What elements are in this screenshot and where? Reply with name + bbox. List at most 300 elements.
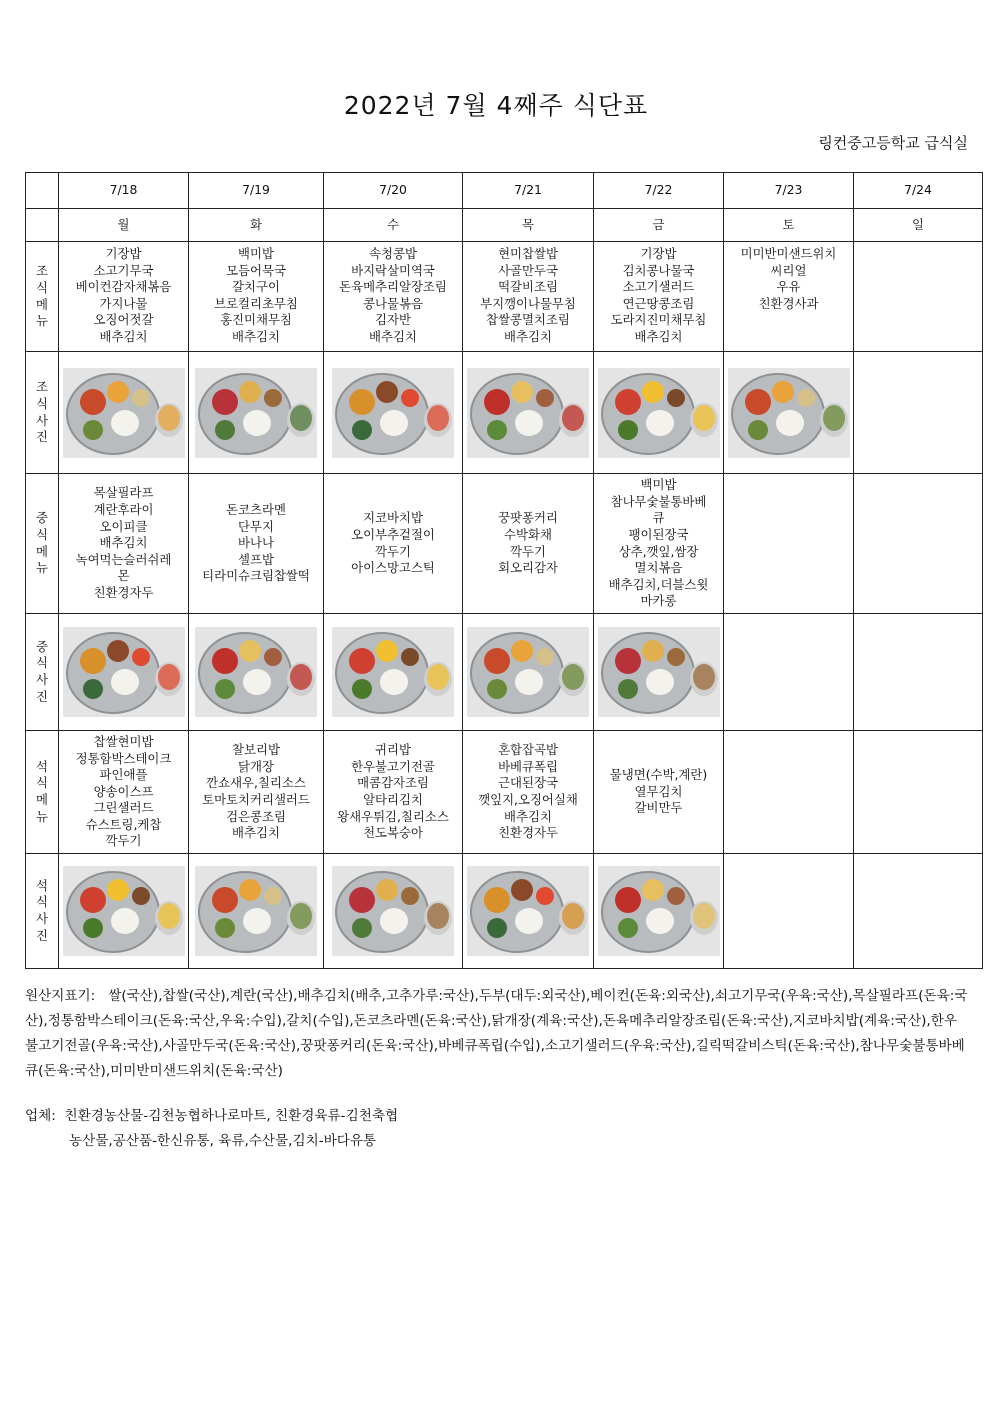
menu-item: 기장밥: [105, 246, 142, 261]
side-dish: [215, 420, 235, 440]
lunch-photo-cell: [324, 614, 463, 731]
side-dish: [615, 389, 641, 415]
row-label-char: 식: [36, 775, 48, 791]
food-photo-image: [598, 627, 720, 717]
menu-item: 배추김치: [634, 328, 683, 344]
row-label-char: 중: [36, 638, 48, 654]
lunch-menu-cell: [854, 474, 983, 614]
menu-item: 베이컨감자채볶음: [75, 279, 172, 295]
rice: [515, 669, 543, 695]
food-photo-image: [332, 368, 454, 458]
menu-item: 바베큐폭립: [498, 758, 558, 774]
side-dish: [376, 381, 398, 403]
row-label-char: 식: [36, 526, 48, 542]
food-photo-image: [467, 368, 589, 458]
menu-item: 바나나: [238, 535, 274, 551]
dinner-menu-row: [26, 731, 983, 854]
menu-item: 슈스트링,케찹: [85, 816, 162, 832]
menu-item: 김자반: [375, 312, 411, 328]
menu-item: 배추김치,더블스윗: [608, 576, 709, 592]
menu-item: 속청콩밥: [369, 246, 417, 261]
side-dish: [215, 679, 235, 699]
dinner-menu-cell: [324, 731, 463, 854]
rice: [515, 410, 543, 436]
side-dish: [239, 640, 261, 662]
lunch-photo-cell: [59, 614, 189, 731]
side-dish: [618, 420, 638, 440]
menu-item: 매콤감자조림: [357, 775, 429, 791]
food-photo: [195, 368, 317, 458]
lunch-menu-cell: [59, 474, 189, 614]
menu-item: 깐쇼새우,칠리소스: [206, 775, 306, 791]
menu-item: 씨리얼: [770, 262, 807, 278]
dinner-photo-row: [26, 854, 983, 969]
side-dish: [484, 648, 510, 674]
food-photo: [467, 866, 589, 956]
soup: [562, 405, 584, 431]
breakfast-menu-cell: [59, 242, 189, 352]
menu-item: 한우불고기전골: [351, 758, 435, 774]
origin-notes: [25, 984, 970, 1084]
menu-item: 친환경자두: [498, 825, 558, 841]
side-dish: [132, 389, 150, 407]
side-dish: [511, 640, 533, 662]
menu-item: 오이부추겉절이: [351, 526, 435, 542]
side-dish: [264, 648, 282, 666]
side-dish: [484, 887, 510, 913]
menu-item: 부지깽이나물무침: [480, 295, 576, 311]
dinner-photo-cell: [724, 854, 854, 969]
side-dish: [132, 648, 150, 666]
food-photo: [332, 368, 454, 458]
side-dish: [349, 648, 375, 674]
food-photo: [195, 627, 317, 717]
menu-item: 깻잎지,오징어실채: [478, 792, 578, 807]
day-cell: 일: [854, 209, 983, 242]
rice: [111, 908, 139, 934]
side-dish: [615, 887, 641, 913]
menu-item: 갈치구이: [232, 279, 280, 295]
food-photo-image: [728, 368, 850, 458]
food-photo-image: [598, 866, 720, 956]
dinner-photo-cell: [189, 854, 324, 969]
dinner-menu-cell: [724, 731, 854, 854]
rice: [776, 410, 804, 436]
soup: [823, 405, 845, 431]
menu-item: 양송이스프: [93, 783, 154, 799]
menu-item: 깍두기: [375, 543, 411, 559]
side-dish: [511, 879, 533, 901]
date-cell: 7/22: [594, 173, 724, 209]
menu-item: 모듬어묵국: [226, 262, 286, 278]
side-dish: [264, 887, 282, 905]
food-photo: [332, 627, 454, 717]
lunch-photo-row: [26, 614, 983, 731]
side-dish: [511, 381, 533, 403]
side-dish: [212, 887, 238, 913]
food-photo: [598, 627, 720, 717]
soup: [290, 664, 312, 690]
side-dish: [401, 648, 419, 666]
row-label-char: 사: [36, 412, 48, 428]
menu-item: 검은콩조림: [226, 808, 286, 824]
rice: [243, 908, 271, 934]
rice: [243, 410, 271, 436]
vendor-line-2: 농산물,공산품-한신유통, 육류,수산물,김치-바다유통: [69, 1133, 377, 1149]
menu-item: 현미찹쌀밥: [498, 246, 558, 261]
food-photo-image: [63, 627, 185, 717]
row-label-breakfast-menu: [26, 242, 59, 352]
row-label-breakfast-photo: [26, 352, 59, 474]
row-label-char: 석: [36, 877, 48, 893]
side-dish: [264, 389, 282, 407]
row-label-char: 메: [36, 543, 48, 559]
date-cell: 7/18: [59, 173, 189, 209]
row-label-lunch-menu: [26, 474, 59, 614]
dinner-menu-cell: [594, 731, 724, 854]
rice: [646, 410, 674, 436]
menu-item: 김치콩나물국: [622, 262, 695, 278]
menu-item: 아이스망고스틱: [351, 560, 435, 576]
menu-item: 수박화채: [504, 526, 552, 542]
day-cell: 토: [724, 209, 854, 242]
menu-item: 꿍팟퐁커리: [498, 510, 558, 526]
food-photo-image: [195, 368, 317, 458]
vendor-info: [25, 1104, 398, 1154]
side-dish: [80, 389, 106, 415]
soup: [290, 903, 312, 929]
lunch-photo-cell: [724, 614, 854, 731]
rice: [515, 908, 543, 934]
menu-item: 배추김치: [369, 328, 417, 344]
side-dish: [352, 420, 372, 440]
breakfast-photo-cell: [854, 352, 983, 474]
date-cell: 7/21: [463, 173, 594, 209]
menu-item: 친환경사과: [758, 295, 819, 311]
side-dish: [212, 648, 238, 674]
row-label-dinner-photo: [26, 854, 59, 969]
menu-item: 배추김치: [99, 328, 148, 344]
menu-item: 돈육메추리알장조림: [339, 279, 447, 295]
menu-item: 마카롱: [640, 593, 677, 609]
row-label-char: 사: [36, 672, 48, 687]
row-label-char: 뉴: [36, 560, 48, 576]
page-title: 2022년 7월 4째주 식단표: [343, 91, 649, 120]
soup: [427, 903, 449, 929]
day-cell: 수: [324, 209, 463, 242]
side-dish: [667, 648, 685, 666]
menu-item: 물냉면(수박,계란): [609, 767, 708, 783]
menu-item: 기장밥: [640, 246, 677, 261]
row-label-char: 진: [36, 688, 48, 704]
menu-item: 소고기샐러드: [622, 279, 695, 295]
menu-item: 지코바치밥: [363, 510, 423, 526]
soup: [427, 405, 449, 431]
breakfast-menu-cell: [724, 242, 854, 352]
food-photo: [467, 627, 589, 717]
side-dish: [642, 640, 664, 662]
dinner-menu-cell: [59, 731, 189, 854]
menu-item: 상추,깻잎,쌈장: [618, 543, 699, 559]
food-photo: [63, 368, 185, 458]
soup: [693, 664, 715, 690]
lunch-menu-cell: [724, 474, 854, 614]
side-dish: [615, 648, 641, 674]
menu-item: 팽이된장국: [628, 526, 689, 542]
vendor-line-1: 친환경농산물-김천농협하나로마트, 친환경육류-김천축협: [64, 1108, 399, 1124]
breakfast-photo-row: [26, 352, 983, 474]
side-dish: [352, 918, 372, 938]
menu-item: 찰보리밥: [232, 742, 280, 758]
date-cell: 7/20: [324, 173, 463, 209]
row-label-char: 메: [36, 792, 48, 807]
date-row: [26, 173, 983, 209]
side-dish: [352, 679, 372, 699]
menu-item: 배추김치: [99, 535, 148, 551]
soup: [290, 405, 312, 431]
menu-item: 브로컬리초무침: [214, 295, 298, 311]
rice: [380, 410, 408, 436]
menu-item: 가지나물: [99, 295, 148, 311]
menu-item: 찹쌀콩멸치조림: [486, 312, 570, 328]
side-dish: [83, 420, 103, 440]
food-photo-image: [332, 866, 454, 956]
row-label-lunch-photo: [26, 614, 59, 731]
row-label-char: 진: [36, 927, 48, 943]
menu-item: 파인애플: [99, 767, 148, 783]
side-dish: [376, 640, 398, 662]
side-dish: [487, 679, 507, 699]
side-dish: [618, 679, 638, 699]
breakfast-photo-cell: [594, 352, 724, 474]
menu-item: 도라지진미채무침: [610, 312, 707, 328]
menu-item: 단무지: [238, 518, 274, 534]
soup: [693, 903, 715, 929]
menu-item: 백미밥: [238, 246, 274, 261]
dinner-menu-cell: [854, 731, 983, 854]
soup: [693, 405, 715, 431]
soup: [158, 405, 180, 431]
lunch-menu-cell: [594, 474, 724, 614]
rice: [380, 669, 408, 695]
school-name: 링컨중고등학교 급식실: [818, 134, 968, 152]
menu-item: 콩나물볶음: [363, 295, 423, 311]
side-dish: [667, 389, 685, 407]
side-dish: [83, 918, 103, 938]
lunch-menu-cell: [463, 474, 594, 614]
side-dish: [132, 887, 150, 905]
side-dish: [484, 389, 510, 415]
breakfast-photo-cell: [189, 352, 324, 474]
menu-item: 백미밥: [640, 477, 677, 493]
rice: [380, 908, 408, 934]
menu-item: 배추김치: [504, 808, 552, 824]
side-dish: [536, 887, 554, 905]
menu-item: 닭개장: [238, 758, 274, 774]
food-photo-image: [63, 866, 185, 956]
menu-item: 목살필라프: [93, 485, 154, 501]
row-label-char: 조: [36, 263, 48, 279]
menu-item: 오이피클: [99, 518, 148, 534]
side-dish: [239, 381, 261, 403]
date-cell: 7/24: [854, 173, 983, 209]
date-cell: 7/23: [724, 173, 854, 209]
lunch-photo-cell: [594, 614, 724, 731]
row-label-char: 진: [36, 429, 48, 445]
breakfast-photo-cell: [724, 352, 854, 474]
menu-item: 큐: [652, 510, 665, 526]
menu-item: 떡갈비조림: [498, 279, 558, 295]
dinner-menu-cell: [189, 731, 324, 854]
row-label-char: 뉴: [36, 808, 48, 824]
menu-item: 우유: [776, 279, 801, 295]
rice: [646, 908, 674, 934]
menu-item: 혼합잡곡밥: [498, 742, 558, 758]
side-dish: [401, 389, 419, 407]
breakfast-photo-cell: [59, 352, 189, 474]
row-label-char: 뉴: [36, 313, 48, 329]
dinner-photo-cell: [594, 854, 724, 969]
side-dish: [376, 879, 398, 901]
menu-item: 오징어젓갈: [93, 312, 154, 328]
side-dish: [745, 389, 771, 415]
menu-item: 근대된장국: [498, 775, 558, 791]
menu-item: 배추김치: [232, 328, 280, 344]
lunch-menu-cell: [324, 474, 463, 614]
side-dish: [536, 389, 554, 407]
food-photo: [598, 368, 720, 458]
row-label-char: 식: [36, 395, 48, 411]
food-photo: [332, 866, 454, 956]
day-cell: 월: [59, 209, 189, 242]
food-photo: [63, 627, 185, 717]
food-photo: [598, 866, 720, 956]
breakfast-menu-cell: [463, 242, 594, 352]
menu-item: 셀프밥: [238, 551, 274, 567]
food-photo: [195, 866, 317, 956]
soup: [158, 903, 180, 929]
side-dish: [107, 879, 129, 901]
day-cell: 금: [594, 209, 724, 242]
food-photo-image: [195, 866, 317, 956]
side-dish: [215, 918, 235, 938]
side-dish: [618, 918, 638, 938]
menu-item: 사골만두국: [498, 262, 558, 278]
menu-item: 미미반미샌드위치: [740, 246, 837, 261]
menu-item: 홍진미채무침: [220, 312, 292, 328]
dinner-menu-cell: [463, 731, 594, 854]
food-photo-image: [332, 627, 454, 717]
menu-item: 녹여먹는슬러쉬레: [75, 551, 172, 567]
soup: [562, 903, 584, 929]
side-dish: [772, 381, 794, 403]
corner-cell: [26, 209, 59, 242]
food-photo: [728, 368, 850, 458]
origin-label: 원산지표기:: [25, 988, 96, 1004]
soup: [562, 664, 584, 690]
food-photo: [63, 866, 185, 956]
day-cell: 화: [189, 209, 324, 242]
menu-item: 천도복숭아: [363, 825, 423, 841]
menu-item: 티라미슈크림찹쌀떡: [202, 568, 310, 584]
row-label-char: 메: [36, 296, 48, 312]
row-label-char: 석: [36, 758, 48, 774]
menu-item: 친환경자두: [93, 584, 154, 600]
side-dish: [748, 420, 768, 440]
breakfast-menu-cell: [189, 242, 324, 352]
breakfast-menu-cell: [854, 242, 983, 352]
menu-item: 왕새우튀김,칠리소스: [337, 808, 449, 824]
row-label-char: 중: [36, 510, 48, 526]
menu-item: 멸치볶음: [634, 560, 683, 576]
date-cell: 7/19: [189, 173, 324, 209]
row-label-char: 조: [36, 379, 48, 395]
side-dish: [107, 640, 129, 662]
side-dish: [642, 879, 664, 901]
menu-item: 배추김치: [232, 825, 280, 841]
lunch-menu-cell: [189, 474, 324, 614]
row-label-char: 식: [36, 655, 48, 671]
rice: [243, 669, 271, 695]
side-dish: [487, 918, 507, 938]
food-photo-image: [467, 866, 589, 956]
menu-item: 바지락살미역국: [351, 262, 435, 278]
food-photo: [467, 368, 589, 458]
menu-item: 참나무숯불통바베: [610, 493, 707, 509]
dinner-photo-cell: [463, 854, 594, 969]
side-dish: [642, 381, 664, 403]
food-photo-image: [63, 368, 185, 458]
meal-table: [25, 172, 983, 969]
lunch-photo-cell: [854, 614, 983, 731]
food-photo-image: [195, 627, 317, 717]
rice: [646, 669, 674, 695]
menu-item: 그린샐러드: [93, 800, 154, 816]
rice: [111, 410, 139, 436]
menu-item: 소고기무국: [93, 262, 154, 278]
side-dish: [401, 887, 419, 905]
side-dish: [107, 381, 129, 403]
side-dish: [80, 648, 106, 674]
breakfast-photo-cell: [463, 352, 594, 474]
lunch-menu-row: [26, 474, 983, 614]
row-label-char: 식: [36, 894, 48, 910]
vendor-label: 업체:: [25, 1108, 56, 1124]
row-label-char: 사: [36, 911, 48, 926]
rice: [111, 669, 139, 695]
soup: [427, 664, 449, 690]
menu-item: 찹쌀현미밥: [93, 733, 154, 749]
menu-item: 회오리감자: [498, 560, 558, 576]
side-dish: [797, 389, 815, 407]
menu-item: 정통함박스테이크: [75, 750, 172, 766]
lunch-photo-cell: [189, 614, 324, 731]
row-label-char: 식: [36, 279, 48, 295]
food-photo-image: [598, 368, 720, 458]
day-row: [26, 209, 983, 242]
side-dish: [83, 679, 103, 699]
breakfast-menu-cell: [594, 242, 724, 352]
side-dish: [239, 879, 261, 901]
dinner-photo-cell: [59, 854, 189, 969]
menu-item: 깍두기: [510, 543, 546, 559]
breakfast-menu-cell: [324, 242, 463, 352]
origin-text: 쌀(국산),찹쌀(국산),계란(국산),배추김치(배추,고추가루:국산),두부(대두:외국산),베이컨(돈육:외국산),쇠고기무국(우육:국산),목살필라프(돈육:국산),정통함박스테이크(돈육:국산,우육:수입),갈치(수입),돈코츠라멘(돈육:국산),닭개장(계육:국산),돈육메추리알장조림(돈육:국산),지코바치밥(계육:국산),한우불고기전골(우육:국산),사골만두국(돈육:국산),꿍팟퐁커리(돈육:국산),바베큐폭립(수입),소고기샐러드(우육:국산),길릭떡갈비스틱(돈육:국산),참나무숯불통바베큐(돈육:국산),미미반미샌드위치(돈육:국산): [25, 988, 968, 1079]
day-cell: 목: [463, 209, 594, 242]
breakfast-photo-cell: [324, 352, 463, 474]
dinner-photo-cell: [324, 854, 463, 969]
side-dish: [349, 887, 375, 913]
